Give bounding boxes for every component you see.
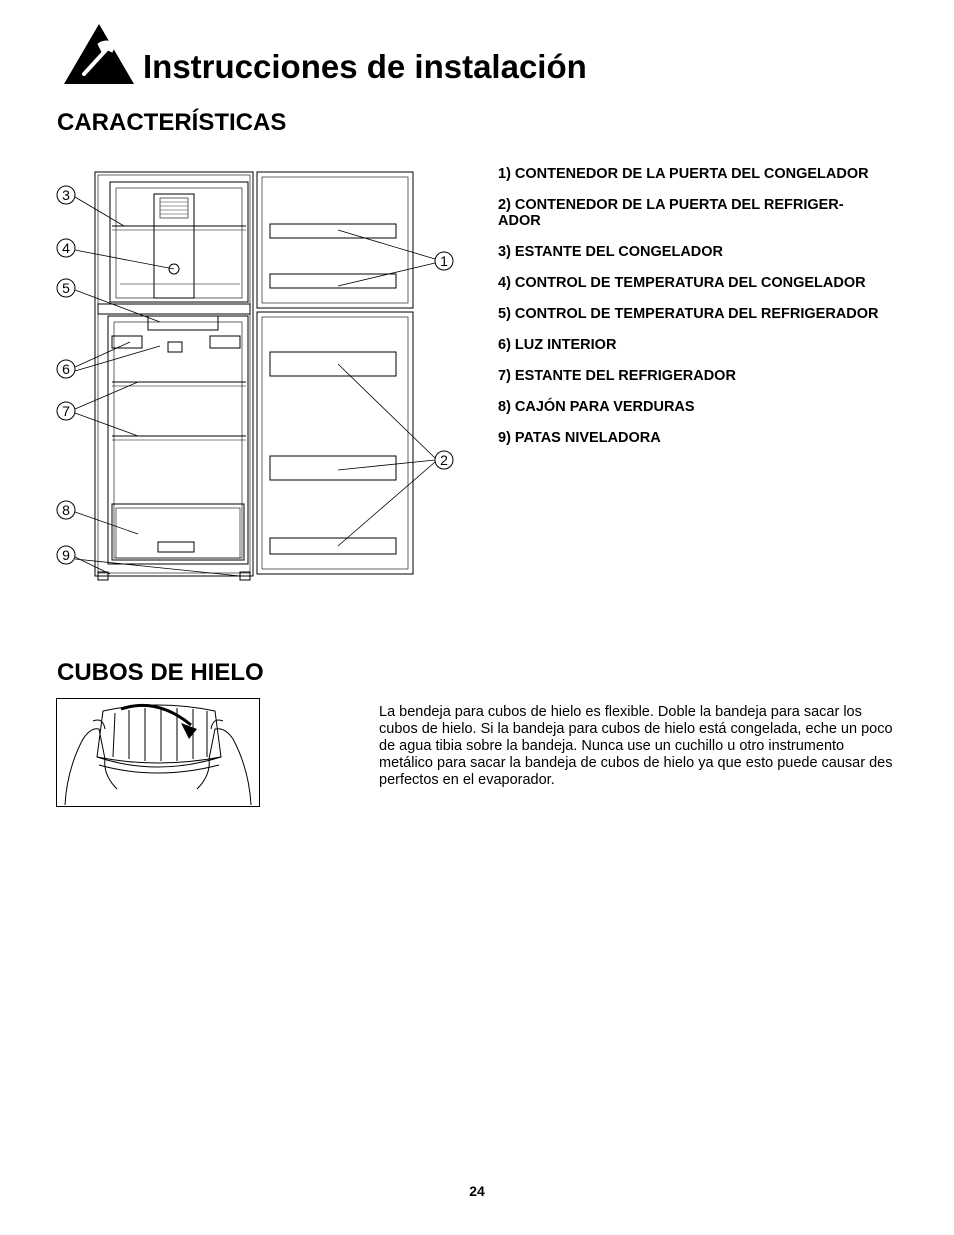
hammer-warning-icon — [62, 22, 136, 86]
page-number: 24 — [469, 1183, 485, 1199]
list-item: 3) ESTANTE DEL CONGELADOR — [498, 244, 724, 260]
ice-tray-illustration — [56, 698, 260, 807]
ice-cubes-heading: CUBOS DE HIELO — [57, 659, 264, 686]
page-title: Instrucciones de instalación — [143, 48, 587, 85]
callout-5: 5 — [62, 280, 70, 296]
list-item: 5) CONTROL DE TEMPERATURA DEL REFRIGERADOR — [498, 306, 879, 322]
list-item: 6) LUZ INTERIOR — [498, 337, 617, 353]
callout-9: 9 — [62, 547, 70, 563]
callout-8: 8 — [62, 502, 70, 518]
list-item: 7) ESTANTE DEL REFRIGERADOR — [498, 368, 736, 384]
callout-3: 3 — [62, 187, 70, 203]
callout-2: 2 — [440, 452, 448, 468]
list-item: 8) CAJÓN PARA VERDURAS — [498, 399, 695, 415]
list-item: 1) CONTENEDOR DE LA PUERTA DEL CONGELADOR — [498, 166, 869, 182]
refrigerator-diagram — [50, 164, 466, 588]
callout-1: 1 — [440, 253, 448, 269]
features-heading: CARACTERÍSTICAS — [57, 109, 287, 136]
ice-cubes-paragraph: La bendeja para cubos de hielo es flexible. Doble la bandeja para sacar los cubos de hielo. Si la bandeja para cubos de hielo está congelada, eche un poco de agua tibia sobre la bandeja. Nunca use un cuchillo u otro instrumento metálico para sacar la bandeja de cubos de hielo ya que esto puede causar des perfectos en el evaporador. — [379, 704, 893, 788]
list-item: 2) CONTENEDOR DE LA PUERTA DEL REFRIGER-ADOR — [498, 197, 844, 229]
list-item: 9) PATAS NIVELADORA — [498, 430, 661, 446]
callout-4: 4 — [62, 240, 70, 256]
list-item: 4) CONTROL DE TEMPERATURA DEL CONGELADOR — [498, 275, 866, 291]
callout-7: 7 — [62, 403, 70, 419]
parts-list — [498, 166, 918, 461]
callout-6: 6 — [62, 361, 70, 377]
